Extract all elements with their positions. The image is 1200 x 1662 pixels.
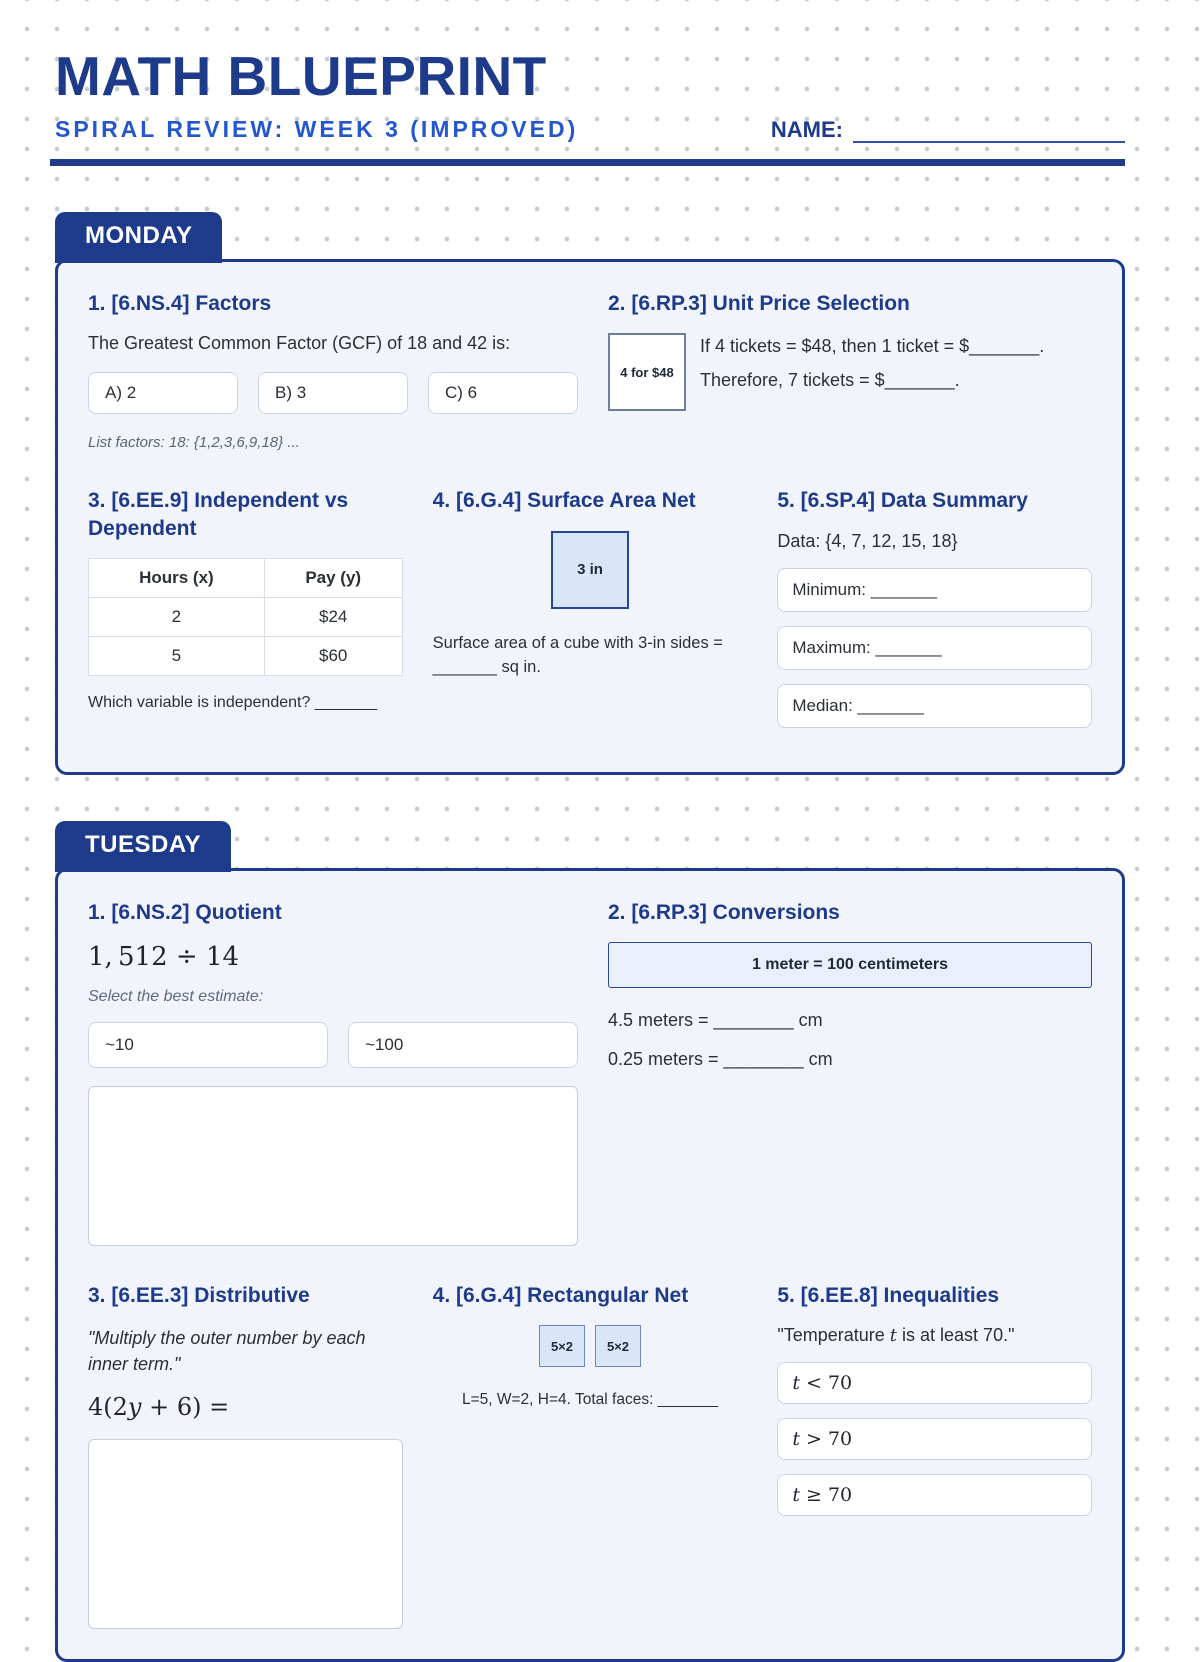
quotient-expression: 1, 512 ÷ 14 <box>88 941 240 972</box>
monday-row-1 <box>88 290 1092 451</box>
prompt-part: "Temperature <box>777 1325 890 1346</box>
question-heading: 1. [6.NS.2] Quotient <box>88 900 282 924</box>
answer-options <box>88 372 578 414</box>
quotient-work-area[interactable] <box>88 1086 578 1246</box>
question-heading: 2. [6.RP.3] Unit Price Selection <box>608 292 910 315</box>
option-variable: t <box>792 1372 800 1395</box>
subtitle-row <box>55 116 1125 143</box>
inequality-option-lt[interactable] <box>777 1362 1092 1404</box>
table-row <box>89 597 403 636</box>
question-heading: 4. [6.G.4] Surface Area Net <box>432 489 696 513</box>
cube-net-square: 3 in <box>551 531 629 609</box>
question-heading: 3. [6.EE.9] Independent vs Dependent <box>88 489 349 540</box>
prompt-part: is at least 70." <box>897 1325 1015 1346</box>
option-rest: > 70 <box>799 1428 853 1451</box>
option-rest: < 70 <box>799 1372 853 1395</box>
net-face-box: 5×2 <box>539 1325 585 1367</box>
option-variable: t <box>792 1484 800 1507</box>
tuesday-row-1 <box>88 899 1092 1246</box>
monday-q3-ind-dep <box>88 487 403 741</box>
inequality-option-gt[interactable] <box>777 1418 1092 1460</box>
net-boxes <box>433 1325 748 1367</box>
estimate-10-button[interactable]: ~10 <box>88 1022 328 1068</box>
monday-section <box>55 212 1125 775</box>
name-label: NAME: <box>770 117 843 142</box>
distributive-quote: "Multiply the outer number by each inner term." <box>88 1328 366 1375</box>
monday-q5-data-summary <box>777 487 1092 741</box>
tuesday-q2-conversions <box>608 899 1092 1246</box>
table-header-row <box>89 558 403 597</box>
conversion-line-1: 4.5 meters = ________ cm <box>608 1009 823 1030</box>
option-b-button[interactable]: B) 3 <box>258 372 408 414</box>
conversion-reference-box: 1 meter = 100 centimeters <box>608 942 1092 988</box>
tuesday-tab: TUESDAY <box>55 821 231 872</box>
monday-q4-surface-area <box>433 487 748 741</box>
expr-variable: y <box>127 1393 142 1422</box>
tuesday-q1-quotient <box>88 899 578 1246</box>
table-cell: $60 <box>264 636 402 675</box>
question-heading: 4. [6.G.4] Rectangular Net <box>432 1283 689 1307</box>
question-heading: 5. [6.EE.8] Inequalities <box>777 1283 1000 1307</box>
monday-panel <box>55 259 1125 775</box>
unit-price-line-1: If 4 tickets = $48, then 1 ticket = $_______. <box>700 336 1045 357</box>
maximum-answer-field[interactable]: Maximum: _______ <box>777 626 1092 670</box>
question-heading: 1. [6.NS.4] Factors <box>88 292 272 315</box>
option-a-button[interactable]: A) 2 <box>88 372 238 414</box>
median-answer-field[interactable]: Median: _______ <box>777 684 1092 728</box>
option-variable: t <box>792 1428 800 1451</box>
tuesday-section <box>55 821 1125 1662</box>
unit-price-text <box>700 333 1044 401</box>
table-cell: 5 <box>89 636 265 675</box>
option-rest: ≥ 70 <box>799 1484 853 1507</box>
expr-part: 4(2 <box>88 1393 128 1422</box>
price-tag-box: 4 for $48 <box>608 333 686 411</box>
tuesday-q3-distributive <box>88 1282 403 1629</box>
factors-hint: List factors: 18: {1,2,3,6,9,18} ... <box>88 434 300 452</box>
table-row <box>89 636 403 675</box>
estimate-options <box>88 1022 578 1068</box>
table-cell: $24 <box>264 597 402 636</box>
name-row <box>771 117 1125 143</box>
prompt-variable: t <box>889 1325 898 1347</box>
table-cell: 2 <box>89 597 265 636</box>
estimate-instruction: Select the best estimate: <box>88 987 264 1005</box>
monday-q1-factors <box>88 290 578 451</box>
table-header-pay: Pay (y) <box>264 558 402 597</box>
question-heading: 5. [6.SP.4] Data Summary <box>777 489 1028 513</box>
header <box>0 0 1200 166</box>
independent-question: Which variable is independent? _______ <box>88 693 378 711</box>
tuesday-panel <box>55 868 1125 1662</box>
estimate-100-button[interactable]: ~100 <box>348 1022 578 1068</box>
table-header-hours: Hours (x) <box>89 558 265 597</box>
hours-pay-table <box>88 558 403 676</box>
conversion-line-2: 0.25 meters = ________ cm <box>608 1048 833 1069</box>
inequality-option-gte[interactable] <box>777 1474 1092 1516</box>
unit-price-line-2: Therefore, 7 tickets = $_______. <box>700 370 960 391</box>
net-prompt: L=5, W=2, H=4. Total faces: _______ <box>461 1391 719 1409</box>
name-input-line[interactable] <box>853 119 1125 143</box>
surface-area-prompt: Surface area of a cube with 3-in sides = _______ sq in. <box>432 633 723 677</box>
tuesday-q4-rectangular-net <box>433 1282 748 1629</box>
tuesday-row-2 <box>88 1282 1092 1629</box>
monday-q2-unit-price <box>608 290 1092 451</box>
option-c-button[interactable]: C) 6 <box>428 372 578 414</box>
question-prompt: The Greatest Common Factor (GCF) of 18 and 42 is: <box>88 333 511 354</box>
question-heading: 3. [6.EE.3] Distributive <box>88 1283 310 1307</box>
page-subtitle: SPIRAL REVIEW: WEEK 3 (IMPROVED) <box>55 116 579 142</box>
expr-part: + 6) = <box>141 1393 230 1422</box>
distributive-work-area[interactable] <box>88 1439 403 1629</box>
distributive-expression <box>88 1393 403 1421</box>
data-set-line: Data: {4, 7, 12, 15, 18} <box>777 530 958 551</box>
page-title: MATH BLUEPRINT <box>55 45 547 107</box>
tuesday-q5-inequalities <box>777 1282 1092 1629</box>
monday-tab: MONDAY <box>55 212 222 263</box>
header-divider <box>50 159 1125 166</box>
net-face-box: 5×2 <box>595 1325 641 1367</box>
unit-price-body <box>608 333 1092 411</box>
minimum-answer-field[interactable]: Minimum: _______ <box>777 568 1092 612</box>
monday-row-2 <box>88 487 1092 741</box>
inequality-prompt <box>777 1325 1092 1346</box>
question-heading: 2. [6.RP.3] Conversions <box>608 900 840 924</box>
